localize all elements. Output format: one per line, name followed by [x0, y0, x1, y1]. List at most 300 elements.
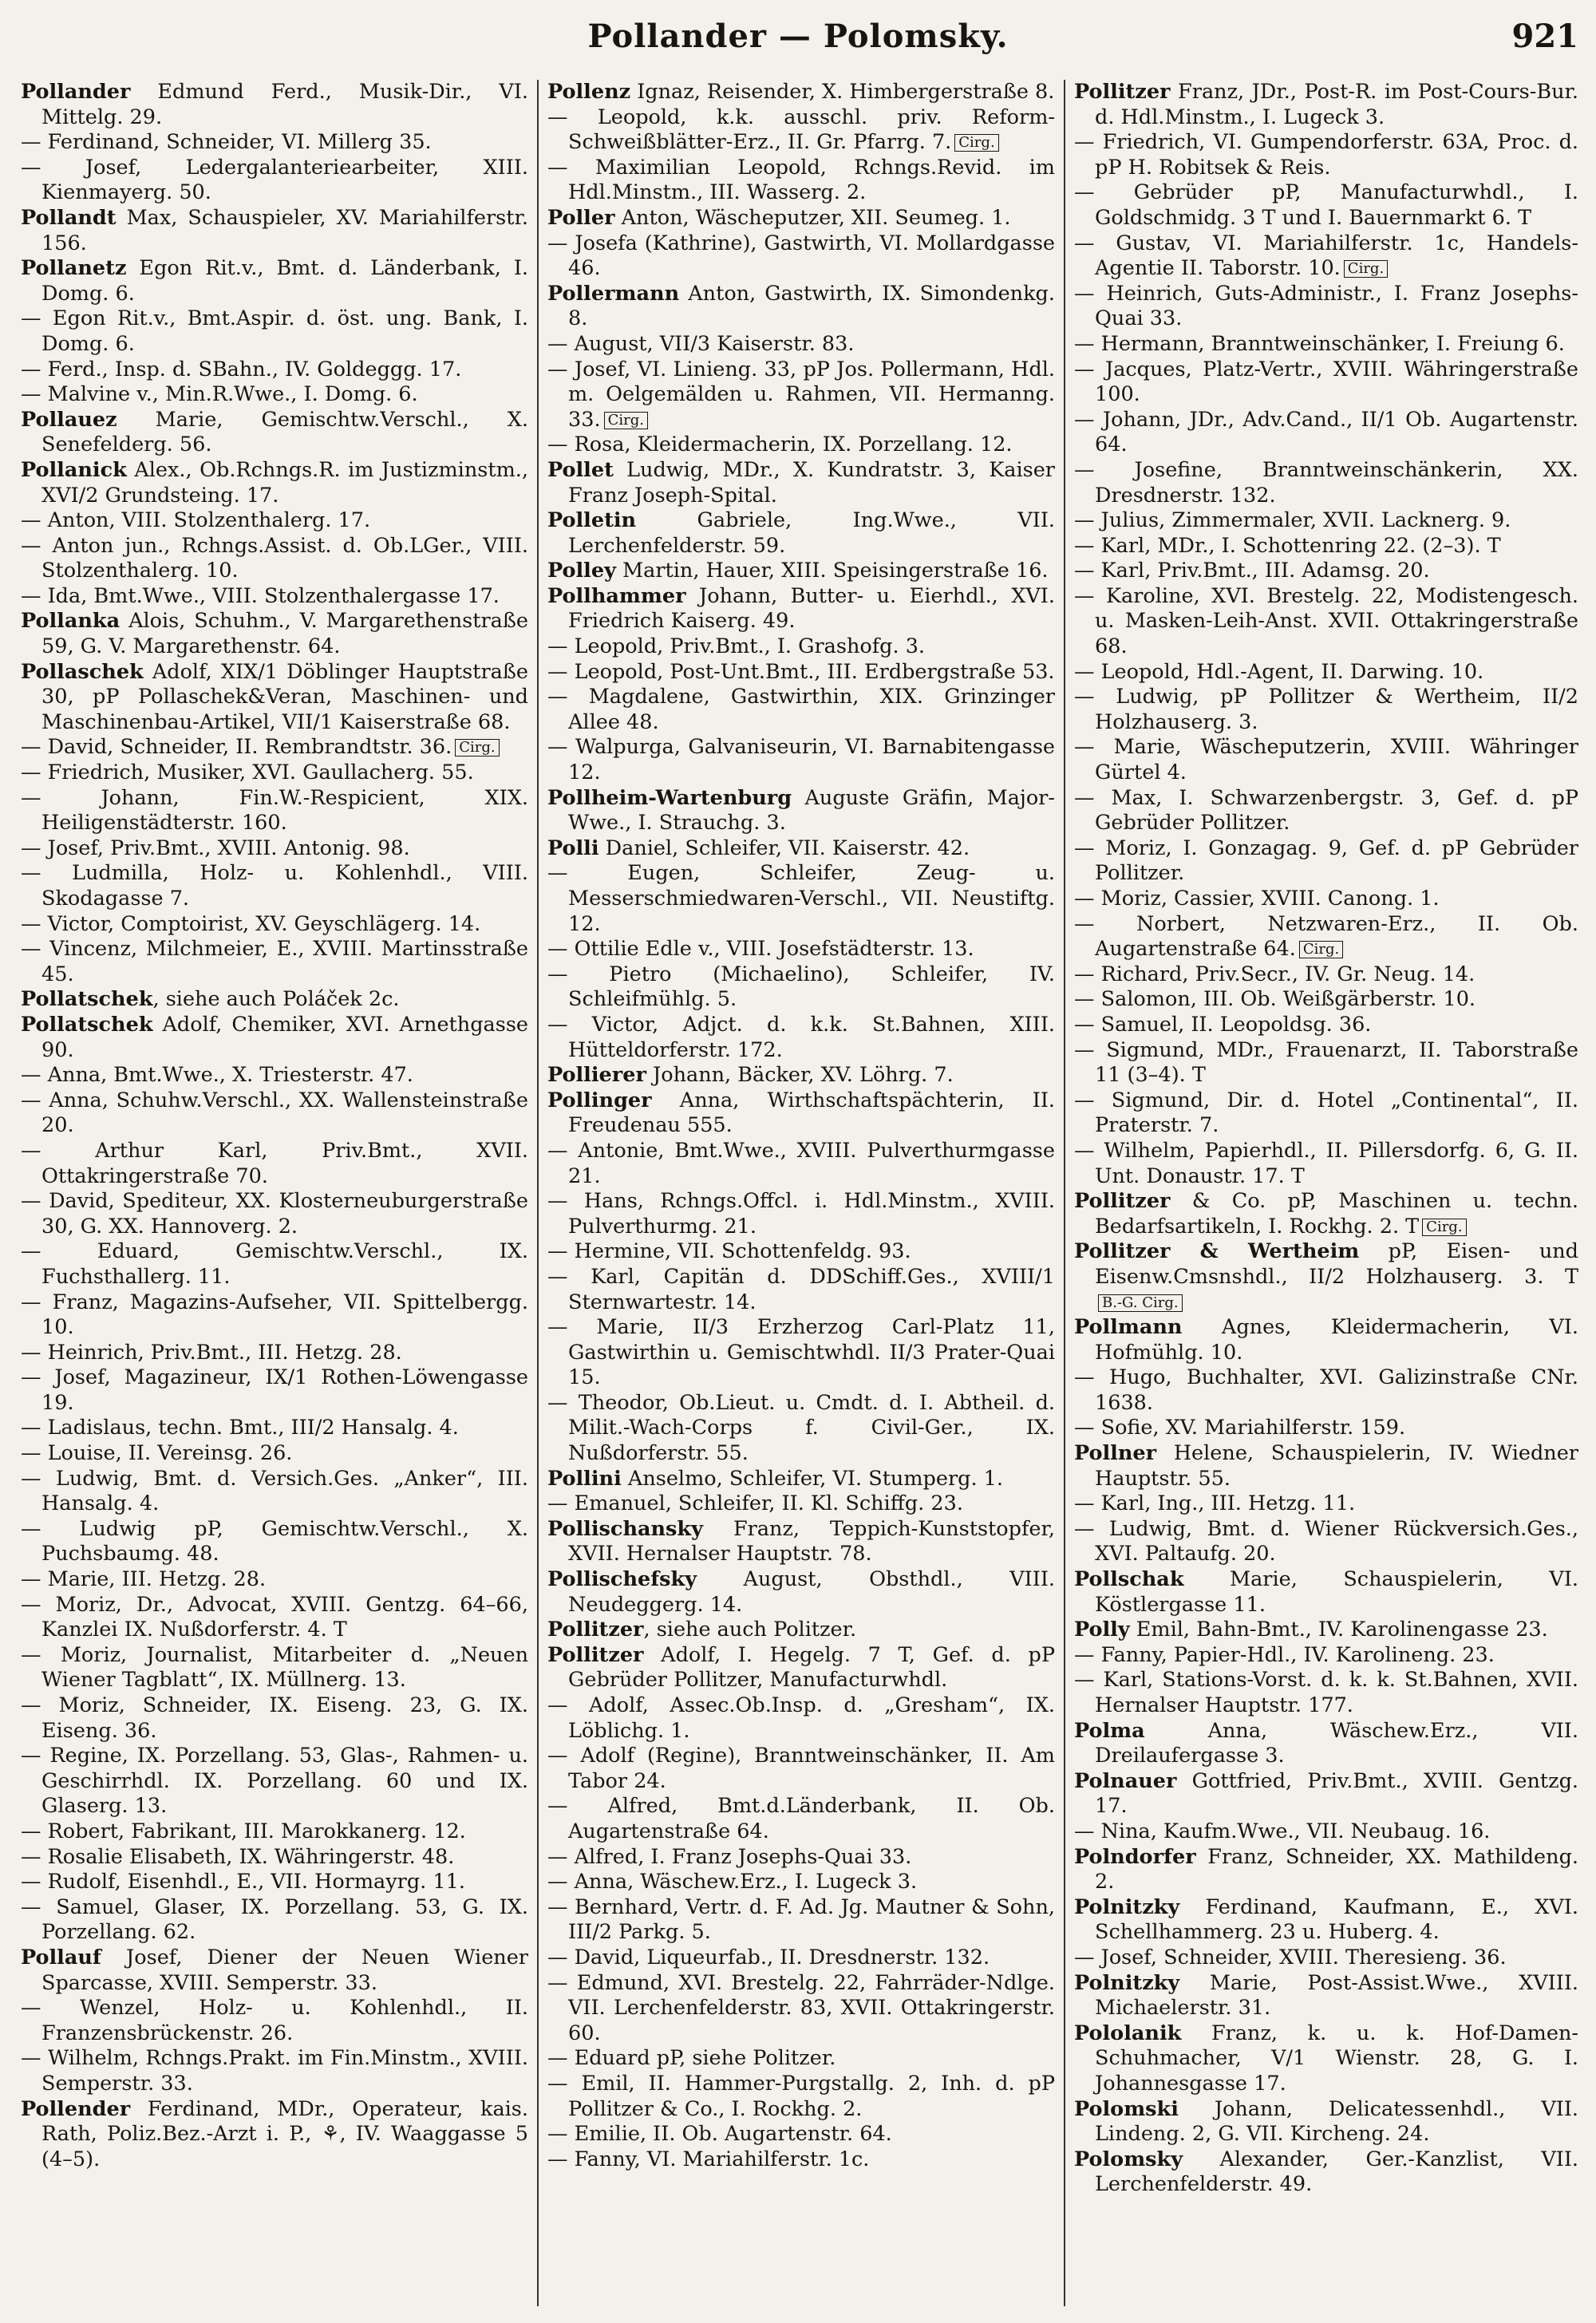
directory-entry [547, 1845, 1055, 1871]
entry-text: Ignaz, Reisender, X. Himbergerstraße 8. [630, 80, 1055, 104]
directory-entry [21, 1441, 528, 1467]
entry-text: — Richard, Priv.Secr., IV. Gr. Neug. 14. [1074, 962, 1476, 986]
directory-entry [547, 2046, 1055, 2072]
entry-text: — Robert, Fabrikant, III. Marokkanerg. 12. [21, 1819, 466, 1843]
entry-text: Gabriele, Ing.Wwe., VII. Lerchenfelderstr. 59. [568, 508, 1055, 558]
directory-entry [1074, 1845, 1578, 1895]
entry-text: — Gebrüder pP, Manufacturwhdl., I. Goldschmidg. 3 T und I. Bauernmarkt 6. T [1074, 180, 1578, 230]
entry-surname: Pollhammer [547, 583, 686, 608]
entry-text: Martin, Hauer, XIII. Speisingerstraße 16. [615, 559, 1049, 583]
entry-text: — Pietro (Michaelino), Schleifer, IV. Schleifmühlg. 5. [547, 962, 1055, 1012]
entry-surname: Polndorfer [1074, 1844, 1196, 1869]
entry-text: — Victor, Comptoirist, XV. Geyschlägerg. 14. [21, 911, 481, 936]
directory-entry [547, 1567, 1055, 1618]
entry-text: — Alfred, Bmt.d.Länderbank, II. Ob. Augartenstraße 64. [547, 1794, 1055, 1843]
directory-entry [21, 937, 528, 987]
directory-entry [1074, 1088, 1578, 1139]
entry-text: — Egon Rit.v., Bmt.Aspir. d. öst. ung. Bank, I. Domg. 6. [21, 306, 528, 356]
entry-text: — Wilhelm, Papierhdl., II. Pillersdorfg. 6, G. II. Unt. Donaustr. 17. T [1074, 1138, 1578, 1188]
directory-entry [1074, 962, 1578, 988]
entry-text: — Edmund, XVI. Brestelg. 22, Fahrräder-Ndlge. VII. Lerchenfelderstr. 83, XVII. Ottakringerstr. 60. [547, 1970, 1055, 2045]
entry-text: Josef, Diener der Neuen Wiener Sparcasse, XVIII. Semperstr. 33. [41, 1945, 528, 1995]
directory-entry [21, 1139, 528, 1189]
directory-entry [21, 358, 528, 383]
entry-surname: Pollierer [547, 1063, 646, 1088]
entry-text: — Leopold, Post-Unt.Bmt., III. Erdbergstraße 53. [547, 659, 1055, 684]
directory-entry [21, 1744, 528, 1819]
entry-text: — Louise, II. Vereinsg. 26. [21, 1441, 293, 1466]
directory-entry [21, 1239, 528, 1290]
entry-text: — Heinrich, Priv.Bmt., III. Hetzg. 28. [21, 1340, 402, 1365]
entry-text: — Anton jun., Rchngs.Assist. d. Ob.LGer., VIII. Stolzenthalerg. 10. [21, 533, 528, 583]
directory-entry [1074, 80, 1578, 130]
directory-entry [1074, 1618, 1578, 1643]
directory-entry [547, 685, 1055, 735]
directory-entry [21, 508, 528, 534]
entry-text: — Ludwig, Bmt. d. Wiener Rückversich.Ges., XVI. Paltaufg. 20. [1074, 1516, 1578, 1566]
entry-surname: Pollischefsky [547, 1567, 697, 1592]
entry-surname: Pollermann [547, 281, 680, 306]
directory-entry [1074, 836, 1578, 887]
entry-text: & Co. pP, Maschinen u. techn. Bedarfsartikeln, I. Rockhg. 2. T [1095, 1189, 1578, 1239]
entry-text: — Adolf (Regine), Branntweinschänker, II. Am Tabor 24. [547, 1744, 1055, 1793]
entry-text: — Hans, Rchngs.Offcl. i. Hdl.Minstm., XVIII. Pulverthurmg. 21. [547, 1189, 1055, 1239]
directory-entry [547, 861, 1055, 937]
entry-text: Ludwig, MDr., X. Kundratstr. 3, Kaiser Franz Joseph-Spital. [568, 457, 1055, 508]
directory-entry [547, 1517, 1055, 1567]
directory-entry [547, 937, 1055, 962]
entry-text: Franz, Teppich-Kunststopfer, XVII. Hernalser Hauptstr. 78. [568, 1516, 1055, 1566]
entry-surname: Polley [547, 559, 616, 583]
entry-text: — Magdalene, Gastwirthin, XIX. Grinzinger Allee 48. [547, 685, 1055, 734]
entry-text: — Karl, Stations-Vorst. d. k. k. St.Bahnen, XVII. Hernalser Hauptstr. 177. [1074, 1668, 1578, 1717]
entry-text: — Hermann, Branntweinschänker, I. Freiung 6. [1074, 331, 1565, 356]
listing-badge: Cirg. [604, 412, 648, 429]
directory-entry [21, 80, 528, 130]
entry-text: Gottfried, Priv.Bmt., XVIII. Gentzg. 17. [1095, 1768, 1578, 1819]
entry-text: — Josef, VI. Linieng. 33, pP Jos. Pollermann, Hdl. m. Oelgemälden u. Rahmen, VII. Hermanng. 33. [547, 357, 1055, 432]
entry-text: — Jacques, Platz-Vertr., XVIII. Währingerstraße 100. [1074, 357, 1578, 407]
directory-entry [21, 2046, 528, 2096]
entry-surname: Pollitzer & Wertheim [1074, 1239, 1360, 1264]
entry-surname: Polma [1074, 1718, 1145, 1743]
column-divider [537, 80, 539, 2306]
entry-text: — Leopold, k.k. ausschl. priv. Reform-Schweißblätter-Erz., II. Gr. Pfarrg. 7. [547, 105, 1055, 155]
directory-entry [21, 1819, 528, 1845]
directory-entry [1074, 358, 1578, 408]
directory-entry [1074, 735, 1578, 785]
directory-entry [1074, 282, 1578, 332]
column-2 [547, 80, 1055, 2306]
directory-entry [1074, 1517, 1578, 1567]
entry-surname: Polomski [1074, 2096, 1179, 2121]
entry-text: — Karl, Priv.Bmt., III. Adamsg. 20. [1074, 559, 1430, 583]
directory-entry [1074, 1139, 1578, 1189]
directory-entry [547, 836, 1055, 862]
entry-text: — Karl, MDr., I. Schottenring 22. (2–3). T [1074, 533, 1501, 558]
directory-entry [1074, 559, 1578, 584]
directory-entry [547, 1088, 1055, 1139]
entry-text: Daniel, Schleifer, VII. Kaiserstr. 42. [598, 836, 970, 860]
directory-entry [21, 1946, 528, 1996]
entry-text: — Moriz, Journalist, Mitarbeiter d. „Neuen Wiener Tagblatt“, IX. Müllnerg. 13. [21, 1642, 528, 1693]
directory-entry [1074, 1441, 1578, 1491]
entry-text: — Emanuel, Schleifer, II. Kl. Schiffg. 23. [547, 1491, 963, 1516]
entry-text: — Karoline, XVI. Brestelg. 22, Modistengesch. u. Masken-Leih-Anst. XVII. Ottakringerstraße 68. [1074, 583, 1578, 659]
entry-text: Anna, Wirthschaftspächterin, II. Freudenau 555. [568, 1088, 1055, 1138]
entry-text: — Julius, Zimmermaler, XVII. Lacknerg. 9. [1074, 508, 1511, 533]
entry-text: — Ottilie Edle v., VIII. Josefstädterstr. 13. [547, 937, 974, 962]
column-1 [21, 80, 528, 2306]
entry-text: — Eugen, Schleifer, Zeug- u. Messerschmiedwaren-Verschl., VII. Neustiftg. 12. [547, 861, 1055, 936]
entry-surname: Pollanick [21, 457, 127, 482]
entry-text: — Johann, Fin.W.-Respicient, XIX. Heiligenstädterstr. 160. [21, 785, 528, 836]
entry-text: — David, Spediteur, XX. Klosterneuburgerstraße 30, G. XX. Hannoverg. 2. [21, 1189, 528, 1239]
entry-text: Alex., Ob.Rchngs.R. im Justizminstm., XVI/2 Grundsteing. 17. [41, 457, 528, 508]
entry-text: — Salomon, III. Ob. Weißgärberstr. 10. [1074, 987, 1476, 1012]
directory-entry [1074, 408, 1578, 458]
entry-surname: Pollini [547, 1466, 622, 1491]
directory-entry [21, 1341, 528, 1366]
entry-text: — Rudolf, Eisenhdl., E., VII. Hormayrg. 11. [21, 1870, 465, 1894]
directory-entry [21, 660, 528, 736]
entry-text: — Samuel, II. Leopoldsg. 36. [1074, 1012, 1372, 1037]
entry-text: — Gustav, VI. Mariahilferstr. 1c, Handels-Agentie II. Taborstr. 10. [1074, 231, 1578, 281]
directory-entry [21, 584, 528, 610]
entry-text: — Anna, Bmt.Wwe., X. Triesterstr. 47. [21, 1063, 413, 1088]
directory-entry [21, 912, 528, 938]
directory-entry [1074, 231, 1578, 282]
entry-text: — David, Liqueurfab., II. Dresdnerstr. 132. [547, 1945, 990, 1969]
directory-entry [1074, 2021, 1578, 2097]
entry-text: — Leopold, Priv.Bmt., I. Grashofg. 3. [547, 634, 926, 659]
entry-surname: Polnitzky [1074, 1894, 1180, 1919]
directory-entry [21, 256, 528, 306]
entry-text: — Vincenz, Milchmeier, E., XVIII. Martinsstraße 45. [21, 937, 528, 986]
entry-surname: Polomsky [1074, 2147, 1183, 2171]
entry-text: Anselmo, Schleifer, VI. Stumperg. 1. [621, 1466, 1004, 1491]
page-number: 921 [1511, 18, 1578, 55]
directory-entry [1074, 130, 1578, 180]
directory-entry [1074, 1895, 1578, 1946]
directory-entry [21, 382, 528, 408]
directory-entry [21, 1416, 528, 1441]
entry-text: — Regine, IX. Porzellang. 53, Glas-, Rahmen- u. Geschirrhdl. IX. Porzellang. 60 und IX. Glaserg. 13. [21, 1744, 528, 1819]
entry-text: — Josef, Schneider, XVIII. Theresieng. 36. [1074, 1945, 1507, 1969]
entry-text: — Ludwig, pP Pollitzer & Wertheim, II/2 Holzhauserg. 3. [1074, 685, 1578, 734]
entry-text: Helene, Schauspielerin, IV. Wiedner Hauptstr. 55. [1095, 1441, 1578, 1491]
listing-badge: Cirg. [1299, 941, 1343, 958]
directory-entry [547, 786, 1055, 836]
directory-entry [21, 1467, 528, 1517]
entry-text: — Moriz, Cassier, XVIII. Canong. 1. [1074, 887, 1440, 911]
entry-text: , siehe auch Politzer. [643, 1618, 857, 1642]
entry-text: — Malvine v., Min.R.Wwe., I. Domg. 6. [21, 382, 418, 407]
directory-entry [1074, 1416, 1578, 1441]
directory-entry [21, 408, 528, 458]
directory-entry [1074, 1315, 1578, 1365]
entry-surname: Polnauer [1074, 1768, 1177, 1793]
directory-entry [21, 1189, 528, 1239]
directory-entry [547, 1895, 1055, 1946]
entry-text: Franz, k. u. k. Hof-Damen-Schuhmacher, V/1 Wienstr. 28, G. I. Johannesgasse 17. [1095, 2021, 1578, 2096]
directory-entry [1074, 1946, 1578, 1971]
directory-entry [547, 433, 1055, 458]
directory-entry [21, 1643, 528, 1693]
entry-text: — Karl, Ing., III. Hetzg. 11. [1074, 1491, 1356, 1516]
entry-surname: Poller [547, 205, 615, 230]
directory-entry [547, 1744, 1055, 1794]
entry-text: — Ferdinand, Schneider, VI. Millerg 35. [21, 130, 432, 155]
directory-entry [547, 584, 1055, 634]
entry-text: — Sigmund, MDr., Frauenarzt, II. Taborstraße 11 (3–4). T [1074, 1037, 1578, 1088]
entry-text: Edmund Ferd., Musik-Dir., VI. Mittelg. 29. [41, 80, 528, 129]
entry-text: Emil, Bahn-Bmt., IV. Karolinengasse 23. [1129, 1618, 1548, 1642]
directory-entry [547, 2147, 1055, 2173]
entry-surname: Pollinger [547, 1088, 652, 1112]
directory-entry [1074, 912, 1578, 962]
entry-text: Agnes, Kleidermacherin, VI. Hofmühlg. 10. [1095, 1315, 1578, 1365]
directory-entry [21, 1845, 528, 1871]
directory-entry [1074, 1189, 1578, 1239]
directory-entry [547, 1315, 1055, 1391]
entry-text: — Antonie, Bmt.Wwe., XVIII. Pulverthurmgasse 21. [547, 1138, 1055, 1188]
directory-entry [1074, 1491, 1578, 1517]
directory-entry [547, 1491, 1055, 1517]
directory-entry [21, 987, 528, 1013]
directory-entry [1074, 1668, 1578, 1718]
entry-surname: Pollaschek [21, 659, 144, 684]
entry-surname: Polnitzky [1074, 1970, 1180, 1995]
entry-text: — Karl, Capitän d. DDSchiff.Ges., XVIII/1 Sternwartestr. 14. [547, 1264, 1055, 1314]
page-header [0, 14, 1596, 62]
entry-text: Johann, Bäcker, XV. Löhrg. 7. [646, 1063, 954, 1088]
entry-surname: Polletin [547, 508, 637, 533]
directory-entry [1074, 584, 1578, 660]
entry-text: — Josef, Ledergalanteriearbeiter, XIII. Kienmayerg. 50. [21, 155, 528, 205]
entry-surname: Pollitzer [547, 1618, 644, 1642]
entry-text: — Moriz, I. Gonzagag. 9, Gef. d. pP Gebrüder Pollitzer. [1074, 836, 1578, 886]
directory-entry [21, 1895, 528, 1946]
entry-surname: Pollandt [21, 205, 117, 230]
directory-entry [21, 1063, 528, 1088]
directory-entry [547, 332, 1055, 358]
directory-entry [1074, 2147, 1578, 2198]
directory-entry [21, 1693, 528, 1744]
listing-badge: Cirg. [954, 134, 998, 152]
entry-text: Adolf, XIX/1 Döblinger Hauptstraße 30, pP Pollaschek&Veran, Maschinen- und Maschinenbau-Artikel, VII/1 Kaiserstraße 68. [41, 659, 528, 734]
directory-entry [547, 660, 1055, 685]
directory-entry [1074, 534, 1578, 559]
directory-entry [21, 1088, 528, 1139]
entry-text: — Sigmund, Dir. d. Hotel „Continental“, II. Praterstr. 7. [1074, 1088, 1578, 1138]
entry-text: — David, Schneider, II. Rembrandtstr. 36. [21, 735, 452, 760]
entry-text: — Moriz, Dr., Advocat, XVIII. Gentzg. 64–66, Kanzlei IX. Nußdorferstr. 4. T [21, 1592, 528, 1642]
entry-text: — Max, I. Schwarzenbergstr. 3, Gef. d. pP Gebrüder Pollitzer. [1074, 785, 1578, 836]
directory-entry [1074, 1643, 1578, 1669]
entry-surname: Pollauf [21, 1945, 101, 1969]
entry-text: Franz, Schneider, XX. Mathildeng. 2. [1095, 1844, 1578, 1894]
entry-text: — Anna, Schuhw.Verschl., XX. Wallensteinstraße 20. [21, 1088, 528, 1138]
directory-entry [547, 231, 1055, 282]
entry-text: Alexander, Ger.-Kanzlist, VII. Lerchenfelderstr. 49. [1095, 2147, 1578, 2197]
entry-text: Johann, Butter- u. Eierhdl., XVI. Friedrich Kaiserg. 49. [568, 583, 1055, 634]
entry-surname: Pollmann [1074, 1315, 1183, 1340]
entry-text: Ferdinand, Kaufmann, E., XVI. Schellhammerg. 23 u. Huberg. 4. [1095, 1894, 1578, 1945]
entry-text: Marie, Gemischtw.Verschl., X. Senefelderg. 56. [41, 407, 528, 457]
directory-entry [21, 861, 528, 911]
directory-entry [21, 1517, 528, 1567]
listing-badge: B.-G. Cirg. [1098, 1294, 1183, 1312]
directory-entry [547, 358, 1055, 433]
entry-surname: Pollner [1074, 1441, 1157, 1466]
entry-text: — Walpurga, Galvaniseurin, VI. Barnabitengasse 12. [547, 735, 1055, 785]
entry-text: , siehe auch Poláček 2c. [152, 987, 400, 1012]
entry-text: Johann, Delicatessenhdl., VII. Lindeng. 2, G. VII. Kircheng. 24. [1095, 2096, 1578, 2147]
entry-text: — August, VII/3 Kaiserstr. 83. [547, 331, 855, 356]
directory-entry [21, 1013, 528, 1063]
directory-entry [21, 458, 528, 508]
entry-text: — Franz, Magazins-Aufseher, VII. Spittelbergg. 10. [21, 1290, 528, 1340]
directory-entry [547, 206, 1055, 231]
entry-text: — Alfred, I. Franz Josephs-Quai 33. [547, 1844, 912, 1869]
entry-text: — Ludmilla, Holz- u. Kohlenhdl., VIII. Skodagasse 7. [21, 861, 528, 911]
entry-surname: Pollitzer [1074, 1189, 1171, 1214]
directory-entry [547, 2122, 1055, 2147]
directory-entry [547, 1693, 1055, 1744]
directory-entry [21, 1567, 528, 1593]
entry-text: — Marie, II/3 Erzherzog Carl-Platz 11, Gastwirthin u. Gemischtwhdl. II/3 Prater-Quai 15. [547, 1315, 1055, 1390]
entry-text: Ferdinand, MDr., Operateur, kais. Rath, Poliz.Bez.-Arzt i. P., ⚘, IV. Waaggasse 5 (4–5). [41, 2096, 528, 2171]
entry-text: — Rosalie Elisabeth, IX. Währingerstr. 48. [21, 1844, 455, 1869]
directory-entry [547, 1618, 1055, 1643]
entry-text: — Josefa (Kathrine), Gastwirth, VI. Mollardgasse 46. [547, 231, 1055, 281]
listing-badge: Cirg. [1344, 260, 1388, 278]
directory-entry [1074, 508, 1578, 534]
directory-entry [21, 1593, 528, 1643]
entry-text: — Wenzel, Holz- u. Kohlenhdl., II. Franzensbrückenstr. 26. [21, 1996, 528, 2045]
directory-entry [1074, 458, 1578, 508]
entry-text: — Josef, Magazineur, IX/1 Rothen-Löwengasse 19. [21, 1365, 528, 1415]
directory-entry [547, 1391, 1055, 1467]
entry-surname: Pollitzer [1074, 80, 1171, 104]
directory-entry [547, 1946, 1055, 1971]
directory-entry [547, 2072, 1055, 2122]
entry-text: — Anton, VIII. Stolzenthalerg. 17. [21, 508, 371, 533]
directory-entry [547, 1643, 1055, 1693]
entry-surname: Pollanetz [21, 256, 127, 281]
directory-entry [21, 206, 528, 256]
entry-text: — Arthur Karl, Priv.Bmt., XVII. Ottakringerstraße 70. [21, 1138, 528, 1188]
entry-surname: Pollauez [21, 407, 117, 432]
entry-surname: Pollitzer [547, 1642, 644, 1667]
entry-surname: Pollet [547, 457, 614, 482]
entry-text: — Eduard pP, siehe Politzer. [547, 2046, 836, 2071]
entry-text: — Ida, Bmt.Wwe., VIII. Stolzenthalergasse 17. [21, 583, 500, 608]
entry-text: — Marie, III. Hetzg. 28. [21, 1567, 267, 1592]
entry-text: Auguste Gräfin, Major-Wwe., I. Strauchg. 3. [568, 785, 1055, 836]
directory-entry [547, 508, 1055, 559]
entry-text: — Maximilian Leopold, Rchngs.Revid. im Hdl.Minstm., III. Wasserg. 2. [547, 155, 1055, 205]
entry-surname: Polli [547, 836, 599, 860]
entry-text: — Rosa, Kleidermacherin, IX. Porzellang. 12. [547, 433, 1013, 457]
directory-entry [1074, 987, 1578, 1013]
entry-text: — Sofie, XV. Mariahilferstr. 159. [1074, 1416, 1406, 1440]
entry-text: — Johann, JDr., Adv.Cand., II/1 Ob. Augartenstr. 64. [1074, 407, 1578, 457]
entry-text: Anton, Gastwirth, IX. Simondenkg. 8. [568, 281, 1055, 331]
entry-text: pP, Eisen- und Eisenw.Cmsnshdl., II/2 Holzhauserg. 3. T [1095, 1239, 1578, 1289]
directory-entry [1074, 887, 1578, 912]
entry-text: — Bernhard, Vertr. d. F. Ad. Jg. Mautner & Sohn, III/2 Parkg. 5. [547, 1894, 1055, 1945]
entry-text: — Leopold, Hdl.-Agent, II. Darwing. 10. [1074, 659, 1484, 684]
directory-entry [547, 1971, 1055, 2047]
entry-text: — Friedrich, Musiker, XVI. Gaullacherg. 55. [21, 761, 474, 785]
directory-entry [21, 735, 528, 761]
entry-surname: Pollender [21, 2096, 131, 2121]
entry-text: — Wilhelm, Rchngs.Prakt. im Fin.Minstm., XVIII. Semperstr. 33. [21, 2046, 528, 2096]
directory-entry [547, 1467, 1055, 1492]
directory-entry [1074, 1819, 1578, 1845]
entry-text: — Nina, Kaufm.Wwe., VII. Neubaug. 16. [1074, 1819, 1491, 1843]
directory-entry [547, 1189, 1055, 1239]
entry-text: Egon Rit.v., Bmt. d. Länderbank, I. Domg. 6. [41, 256, 528, 306]
directory-entry [21, 1870, 528, 1895]
directory-entry [1074, 1365, 1578, 1416]
entry-text: — Emil, II. Hammer-Purgstallg. 2, Inh. d. pP Pollitzer & Co., I. Rockhg. 2. [547, 2071, 1055, 2121]
directory-entry [1074, 1239, 1578, 1315]
directory-entry [1074, 685, 1578, 735]
directory-entry [21, 130, 528, 156]
directory-entry [547, 1870, 1055, 1895]
directory-entry [547, 634, 1055, 660]
directory-entry [547, 962, 1055, 1013]
directory-entry [1074, 180, 1578, 231]
entry-text: — Hugo, Buchhalter, XVI. Galizinstraße CNr. 1638. [1074, 1365, 1578, 1415]
entry-text: — Emilie, II. Ob. Augartenstr. 64. [547, 2122, 892, 2147]
directory-entry [547, 458, 1055, 508]
entry-text: Adolf, I. Hegelg. 7 T, Gef. d. pP Gebrüder Pollitzer, Manufacturwhdl. [568, 1642, 1055, 1693]
directory-entry [547, 735, 1055, 785]
entry-text: — Ludwig, Bmt. d. Versich.Ges. „Anker“, III. Hansalg. 4. [21, 1466, 528, 1516]
entry-text: Marie, Post-Assist.Wwe., XVIII. Michaelerstr. 31. [1095, 1970, 1578, 2021]
directory-entry [547, 105, 1055, 156]
listing-badge: Cirg. [455, 739, 499, 757]
directory-entry [547, 1063, 1055, 1088]
entry-surname: Pollanka [21, 609, 120, 634]
listing-badge: Cirg. [1422, 1219, 1466, 1236]
directory-entry [547, 1013, 1055, 1063]
entry-text: — Friedrich, VI. Gumpendorferstr. 63A, Proc. d. pP H. Robitsek & Reis. [1074, 130, 1578, 180]
entry-text: Anton, Wäscheputzer, XII. Seumeg. 1. [614, 205, 1011, 230]
column-3 [1074, 80, 1578, 2306]
entry-text: — Marie, Wäscheputzerin, XVIII. Währinger Gürtel 4. [1074, 735, 1578, 785]
directory-entry [1074, 1719, 1578, 1769]
directory-entry [21, 609, 528, 659]
directory-entry [547, 1794, 1055, 1844]
entry-text: — Norbert, Netzwaren-Erz., II. Ob. Augartenstraße 64. [1074, 911, 1578, 962]
directory-entry [21, 306, 528, 357]
entry-text: Max, Schauspieler, XV. Mariahilferstr. 156. [41, 205, 528, 255]
directory-entry [1074, 786, 1578, 836]
directory-entry [547, 1239, 1055, 1265]
entry-text: — Moriz, Schneider, IX. Eiseng. 23, G. IX. Eiseng. 36. [21, 1693, 528, 1743]
entry-text: — Fanny, VI. Mariahilferstr. 1c. [547, 2147, 870, 2171]
entry-surname: Pollatschek [21, 1012, 153, 1037]
entry-text: — Ladislaus, techn. Bmt., III/2 Hansalg. 4. [21, 1416, 459, 1440]
entry-surname: Pollenz [547, 80, 631, 104]
running-title: Pollander — Polomsky. [587, 18, 1009, 55]
entry-text: — Hermine, VII. Schottenfeldg. 93. [547, 1239, 911, 1264]
